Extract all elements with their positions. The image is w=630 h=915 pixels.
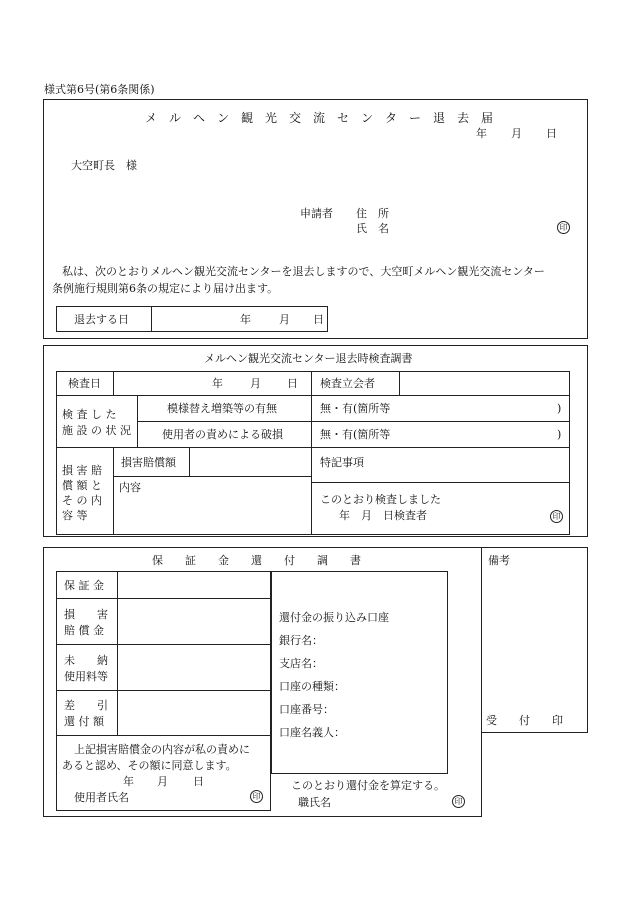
- leave-day: 日: [313, 313, 324, 326]
- account-holder-label: 口座名義人：: [279, 726, 345, 739]
- inspection-title: メルヘン観光交流センター退去時検査調書: [204, 352, 413, 365]
- date-year: 年: [476, 127, 487, 140]
- damage-item-label: 使用者の責めによる破損: [162, 428, 283, 441]
- inspection-month: 月: [250, 377, 261, 390]
- leave-year: 年: [240, 313, 251, 326]
- renovation-item-label: 模様替え増築等の有無: [167, 402, 277, 415]
- unpaid-fee-label-1: 未 納: [64, 654, 108, 667]
- damage-value[interactable]: 無・有(箇所等: [320, 428, 391, 441]
- consent-year: 年: [123, 775, 134, 788]
- damage-close-paren: ): [557, 428, 562, 441]
- consent-day: 日: [193, 775, 204, 788]
- refund-balance-label-2: 還 付 額: [64, 715, 104, 728]
- applicant-label: 申請者: [300, 207, 333, 220]
- date-month: 月: [511, 127, 522, 140]
- addressee: 大空町長 様: [71, 159, 137, 172]
- bank-name-label: 銀行名：: [279, 634, 323, 647]
- branch-name-label: 支店名：: [279, 657, 323, 670]
- damage-amount-label-4: 容 等: [62, 509, 88, 522]
- body-text-line2: 条例施行規則第6条の規定により届け出ます。: [52, 282, 279, 295]
- consent-line2: あると認め、その額に同意します。: [62, 759, 237, 772]
- damage-comp-label-1: 損 害: [64, 608, 108, 621]
- reception-stamp-label: 受 付 印: [486, 714, 563, 727]
- content-label: 内容: [119, 481, 141, 494]
- staff-seal-icon: 印: [452, 795, 465, 808]
- account-number-label: 口座番号：: [279, 703, 334, 716]
- account-type-label: 口座の種類：: [279, 680, 345, 693]
- refund-balance-label-1: 差 引: [64, 699, 108, 712]
- remarks-label: 備考: [488, 554, 510, 567]
- damage-amount-label-2: 償 額 と: [62, 479, 102, 492]
- witness-label: 検査立会者: [320, 377, 375, 390]
- damage-amount-label-3: そ の 内: [62, 494, 102, 507]
- facility-status-label-1: 検 査 し た: [62, 408, 117, 421]
- remarks-box: [481, 547, 588, 733]
- inspection-confirm-text: このとおり検査しました: [320, 493, 441, 506]
- damage-amount-label-1: 損 害 賠: [62, 464, 102, 477]
- damage-comp-label-2: 賠 償 金: [64, 624, 104, 637]
- form-number: 様式第6号(第6条関係): [44, 83, 155, 96]
- inspection-date-label: 検査日: [68, 377, 101, 390]
- withdrawal-title: メ ル ヘ ン 観 光 交 流 セ ン タ ー 退 去 届: [145, 111, 494, 125]
- deposit-label: 保 証 金: [64, 579, 104, 592]
- inspection-confirm-date: 年 月 日検査者: [339, 509, 427, 522]
- user-name-label: 使用者氏名: [74, 791, 129, 804]
- inspection-day: 日: [287, 377, 298, 390]
- body-text-line1: 私は、次のとおりメルヘン観光交流センターを退去しますので、大空町メルヘン観光交流センター: [62, 265, 545, 278]
- address-label: 住 所: [356, 207, 389, 220]
- applicant-seal-icon: 印: [557, 221, 570, 234]
- facility-status-label-2: 施 設 の 状 況: [62, 424, 131, 437]
- staff-name-label: 職氏名: [298, 796, 331, 809]
- name-label: 氏 名: [356, 222, 389, 235]
- date-day: 日: [546, 127, 557, 140]
- renovation-close-paren: ): [557, 402, 562, 415]
- renovation-value[interactable]: 無・有(箇所等: [320, 402, 391, 415]
- user-seal-icon: 印: [250, 790, 263, 803]
- notes-label: 特記事項: [320, 456, 364, 469]
- leave-month: 月: [279, 313, 290, 326]
- consent-month: 月: [157, 775, 168, 788]
- inspector-seal-icon: 印: [550, 510, 563, 523]
- refund-calc-text: このとおり還付金を算定する。: [291, 779, 445, 792]
- compensation-label: 損害賠償額: [121, 456, 176, 469]
- leave-date-label: 退去する日: [74, 313, 129, 326]
- consent-line1: 上記損害賠償金の内容が私の責めに: [74, 743, 250, 756]
- unpaid-fee-label-2: 使用料等: [64, 670, 108, 683]
- refund-title: 保 証 金 還 付 調 書: [152, 554, 361, 567]
- account-box: [271, 571, 448, 774]
- account-title: 還付金の振り込み口座: [279, 611, 389, 624]
- inspection-year: 年: [212, 377, 223, 390]
